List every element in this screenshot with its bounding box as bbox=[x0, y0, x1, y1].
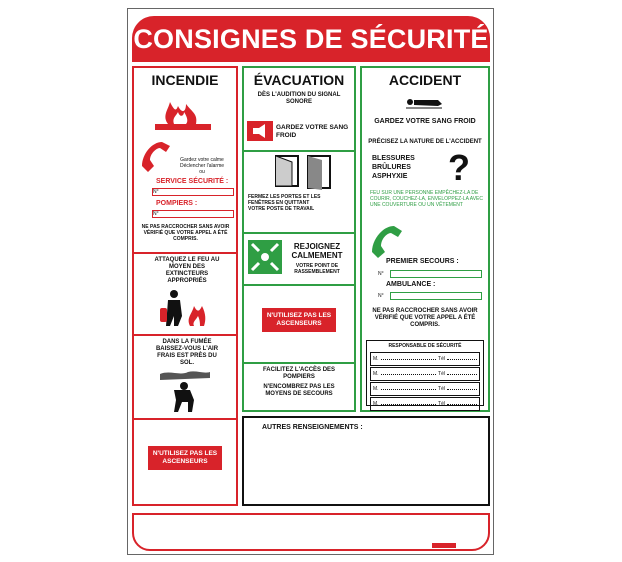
autres-label: AUTRES RENSEIGNEMENTS : bbox=[262, 424, 363, 431]
responsable-label: RESPONSABLE DE SÉCURITÉ bbox=[388, 343, 462, 349]
premier-no-label: N° bbox=[378, 271, 384, 277]
precisez-text: PRÉCISEZ LA NATURE DE L'ACCIDENT bbox=[368, 139, 482, 145]
encombrez-text: N'ENCOMBREZ PAS LES MOYENS DE SECOURS bbox=[263, 384, 335, 397]
row-tel: Tél bbox=[438, 401, 445, 407]
audition-text: DÈS L'AUDITION DU SIGNAL SONORE bbox=[257, 92, 341, 105]
point-text: VOTRE POINT DE RASSEMBLEMENT bbox=[294, 263, 340, 275]
acc-gardez-text: GARDEZ VOTRE SANG FROID bbox=[374, 118, 476, 125]
pompiers-no-label: N° bbox=[153, 211, 159, 217]
logo bbox=[432, 543, 456, 548]
incendie-gardez-text: Gardez votre calme bbox=[180, 157, 224, 163]
incendie-raccrocher-text: NE PAS RACCROCHER SANS AVOIR VÉRIFIÉ QUE VOTRE APPEL A ÉTÉ COMPRIS. bbox=[141, 224, 230, 242]
pompiers-field[interactable] bbox=[152, 210, 234, 218]
attaquez-text: ATTAQUEZ LE FEU AU MOYEN DES EXTINCTEURS APPROPRIÉS bbox=[154, 257, 220, 284]
incendie-ou-text: ou bbox=[199, 169, 205, 175]
responsable-row bbox=[370, 367, 480, 381]
incendie-declencher-text: Déclencher l'alarme bbox=[179, 163, 225, 169]
brulures-text: BRÛLURES bbox=[372, 164, 411, 171]
responsable-rows bbox=[370, 352, 480, 411]
rejoignez-text: REJOIGNEZ CALMEMENT bbox=[291, 242, 343, 260]
row-tel: Tél bbox=[438, 371, 445, 377]
responsable-row bbox=[370, 397, 480, 411]
row-tel: Tél bbox=[438, 386, 445, 392]
divider bbox=[242, 284, 356, 286]
responsable-row bbox=[370, 382, 480, 396]
evac-gardez-text: GARDEZ VOTRE SANG FROID bbox=[276, 124, 349, 139]
premier-secours-label: PREMIER SECOURS : bbox=[386, 258, 459, 265]
fumee-text: DANS LA FUMÉE BAISSEZ-VOUS L'AIR FRAIS EST PRÈS DU SOL. bbox=[155, 339, 219, 366]
service-securite-field[interactable] bbox=[152, 188, 234, 196]
assembly-point-icon bbox=[248, 240, 282, 274]
incendie-heading: INCENDIE bbox=[151, 72, 219, 88]
ambulance-no-label: N° bbox=[378, 293, 384, 299]
accident-heading: ACCIDENT bbox=[388, 72, 462, 88]
divider bbox=[242, 232, 356, 234]
phone-icon bbox=[138, 138, 172, 180]
page-title: CONSIGNES DE SÉCURITÉ bbox=[132, 16, 490, 62]
evac-ascenseurs-sign: N'UTILISEZ PAS LES ASCENSEURS bbox=[262, 308, 336, 332]
row-m: M. bbox=[373, 356, 379, 362]
responsable-row bbox=[370, 352, 480, 366]
question-mark-icon: ? bbox=[448, 147, 470, 188]
fire-icon bbox=[152, 94, 214, 134]
acc-raccrocher-text: NE PAS RACCROCHER SANS AVOIR VÉRIFIÉ QUE VOTRE APPEL A ÉTÉ COMPRIS. bbox=[372, 308, 478, 328]
evacuation-column bbox=[242, 66, 356, 412]
incendie-ascenseurs-sign: N'UTILISEZ PAS LES ASCENSEURS bbox=[148, 446, 222, 470]
divider bbox=[242, 150, 356, 152]
divider bbox=[242, 362, 356, 364]
premier-secours-field[interactable] bbox=[390, 270, 482, 278]
siren-icon bbox=[247, 121, 273, 141]
divider bbox=[132, 418, 238, 420]
row-m: M. bbox=[373, 386, 379, 392]
service-no-label: N° bbox=[153, 189, 159, 195]
ambulance-field[interactable] bbox=[390, 292, 482, 300]
injured-person-icon bbox=[404, 90, 444, 110]
facilitez-text: FACILITEZ L'ACCÈS DES POMPIERS bbox=[262, 367, 336, 380]
row-tel: Tél bbox=[438, 356, 445, 362]
door-window-icon bbox=[274, 154, 334, 190]
pompiers-label: POMPIERS : bbox=[156, 200, 198, 207]
ambulance-label: AMBULANCE : bbox=[386, 281, 436, 288]
divider bbox=[132, 334, 238, 336]
crouching-person-icon bbox=[154, 368, 214, 414]
feu-personne-text: FEU SUR UNE PERSONNE EMPÊCHEZ-LA DE COURIR, COUCHEZ-LA, ENVELOPPEZ-LA AVEC UNE COUVERTURE OU UN VÊTEMENT bbox=[370, 190, 483, 208]
row-m: M. bbox=[373, 401, 379, 407]
asphyxie-text: ASPHYXIE bbox=[372, 173, 408, 180]
blessures-text: BLESSURES bbox=[372, 155, 415, 162]
divider bbox=[132, 252, 238, 254]
service-securite-label: SERVICE SÉCURITÉ : bbox=[156, 178, 229, 185]
evacuation-heading: ÉVACUATION bbox=[253, 72, 345, 88]
extinguisher-icon bbox=[154, 288, 214, 328]
row-m: M. bbox=[373, 371, 379, 377]
fermez-text: FERMEZ LES PORTES ET LES FENÊTRES EN QUITTANT VOTRE POSTE DE TRAVAIL bbox=[248, 194, 321, 212]
